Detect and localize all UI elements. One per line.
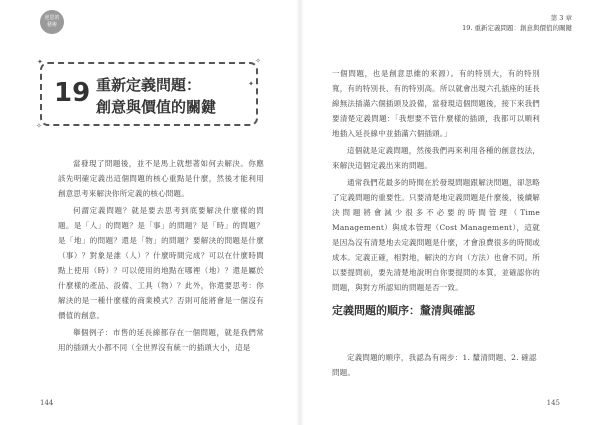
paragraph: 何謂定義問題？就是要去思考到底要解決什麼樣的問題。是「人」的問題？是「事」的問題？是「時」的問題？是「地」的問題？還是「物」的問題？要解決的問題是什麼（事）？對象是誰（人）？什麼時間完成？可以在什麼時間點上使用（時）？可以使用的地點在哪裡（地）？還是屬於什麼樣的產品、設備、工具（物）？此外，你還要思考：你解決的是一種什麼樣的商業模式？否則可能將會是一個沒有價值的創意。: [58, 206, 264, 320]
running-head: [462, 13, 572, 33]
paragraph: 這個就是定義問題，然後我們再來利用各種的創意技法，來解決這個定義出來的問題。: [332, 146, 540, 170]
paragraph: 舉個例子：市售的延長線都存在一個問題，就是我們常用的插頭大小都不同（全世界沒有統一的插頭大小，這是: [58, 328, 264, 352]
chapter-title-line-2: 創意與價值的關鍵: [96, 98, 217, 116]
sparkle-icon: ✦: [37, 58, 43, 66]
chapter-title-box: [36, 57, 261, 130]
book-badge: [40, 10, 64, 34]
running-head-chapter: 第 3 章: [550, 14, 572, 22]
left-page-number: 144: [40, 399, 54, 407]
badge-line-2: 藝術: [46, 22, 57, 28]
chapter-number: 19: [54, 78, 91, 108]
sparkle-icon: ✧: [36, 122, 42, 130]
chapter-title: [96, 74, 216, 118]
left-body-text: [58, 156, 264, 357]
paragraph-continuation: 一個問題，也是創意思維的來源）。有的特別大，有的特別寬，有的特別長、有的特別高。所以就會出現六孔插座的延長線無法插滿六個插頭及設備，當發現這個問題後，接下來我們要清楚定義問題：「我想要不管什麼樣的插頭，我都可以順利地插入延長線中並插滿六個插頭。」: [332, 69, 540, 138]
paragraph: 通常我們花最多的時間在於發現問題跟解決問題，卻忽略了定義問題的重要性。只要清楚地定義問題是什麼後，後續解決問題將會減少很多不必要的時間管理（Time Management）與成本管理（Cost Management），這就是因為沒有清楚地去定義問題是什麼，才會浪費很多的時間或成本。定義正確，相對地，解決的方向（方法）也會不同。所以要提問前，要先清楚地說明自你要提問的本質，並確認你的問題，與對方所認知的問題是否一致。: [332, 178, 540, 292]
right-body-text: [332, 66, 540, 297]
badge-line-1: 逆思的: [44, 15, 60, 21]
right-page-number: 145: [546, 399, 560, 407]
running-head-title: 19. 重新定義問題：創意與價值的關鍵: [462, 24, 572, 32]
page-gutter: [296, 0, 304, 425]
chapter-title-line-1: 重新定義問題：: [96, 76, 202, 94]
paragraph: 當發現了問題後，並不是馬上就想著如何去解決。你應該先明確定義出這個問題的核心重點是什麼，然後才能利用創意思考來解決你所定義的核心問題。: [58, 159, 264, 198]
paragraph: 定義問題的順序，我認為有兩步：1. 釐清問題、2. 確認問題。: [332, 353, 537, 377]
sparkle-icon: ✦: [248, 80, 254, 88]
section-heading: 定義問題的順序：釐清與確認: [332, 304, 475, 317]
section-body-text: [332, 350, 540, 380]
sparkle-icon: ✧: [255, 57, 261, 65]
